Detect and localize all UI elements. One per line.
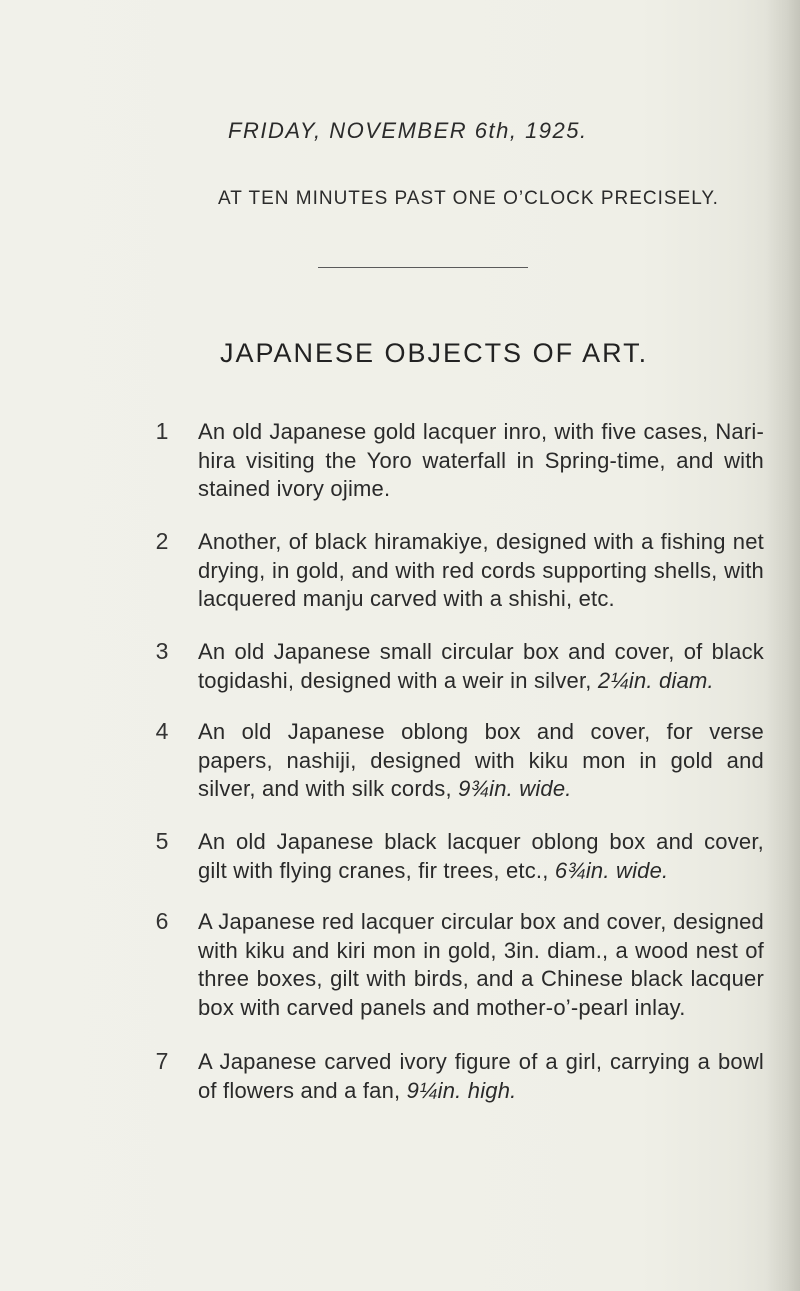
lot-number: 5 (155, 828, 169, 854)
page-edge-shadow (766, 0, 800, 1291)
lot-number: 4 (155, 718, 169, 744)
lot-description (198, 638, 764, 695)
lot-number: 2 (155, 528, 169, 554)
lot-number: 1 (155, 418, 169, 444)
divider-rule (318, 267, 528, 268)
sale-date: FRIDAY, NOVEMBER 6th, 1925. (228, 118, 588, 143)
lot-dimension: 9¾in. wide. (458, 776, 572, 801)
lot-number: 6 (155, 908, 169, 934)
lot-number: 3 (155, 638, 169, 664)
lot-text: An old Japanese gold lacquer inro, with five cases, Nari-hira visiting the Yoro waterfall in Spring-time, and with stained ivory ojime. (198, 419, 764, 501)
lot-number: 7 (155, 1048, 169, 1074)
lot-text: An old Japanese oblong box and cover, for verse papers, nashiji, designed with kiku mon in gold and silver, and with silk cords, (198, 719, 764, 801)
lot-text: A Japanese carved ivory figure of a girl, carrying a bowl of flowers and a fan, (198, 1049, 764, 1103)
lot-dimension: 6¾in. wide. (554, 857, 669, 883)
lot-text: A Japanese red lacquer circular box and cover, designed with kiku and kiri mon in gold, 3in. diam., a wood nest of three boxes, gilt with birds, and a Chinese black lacquer box with carved panels and mother-o’-pearl inlay. (198, 909, 764, 1020)
lot-description (198, 418, 764, 504)
section-heading: JAPANESE OBJECTS OF ART. (220, 338, 649, 368)
lot-text: An old Japanese small circular box and cover, of black togidashi, designed with a weir in silver, (198, 639, 764, 693)
lot-description (198, 718, 764, 804)
lot-description (198, 908, 764, 1022)
sale-time: AT TEN MINUTES PAST ONE O’CLOCK PRECISELY. (218, 188, 719, 209)
lot-text: Another, of black hiramakiye, designed with a fishing net drying, in gold, and with red cords supporting shells, with lacquered manju carved with a shishi, etc. (198, 529, 764, 611)
lot-description (198, 528, 764, 614)
lot-description (198, 1048, 764, 1105)
lot-description (198, 828, 764, 885)
lot-dimension: 2¼in. diam. (597, 667, 714, 693)
lot-dimension: 9¼in. high. (406, 1077, 517, 1103)
lot-text: An old Japanese black lacquer oblong box and cover, gilt with flying cranes, fir trees, etc., (198, 829, 764, 883)
